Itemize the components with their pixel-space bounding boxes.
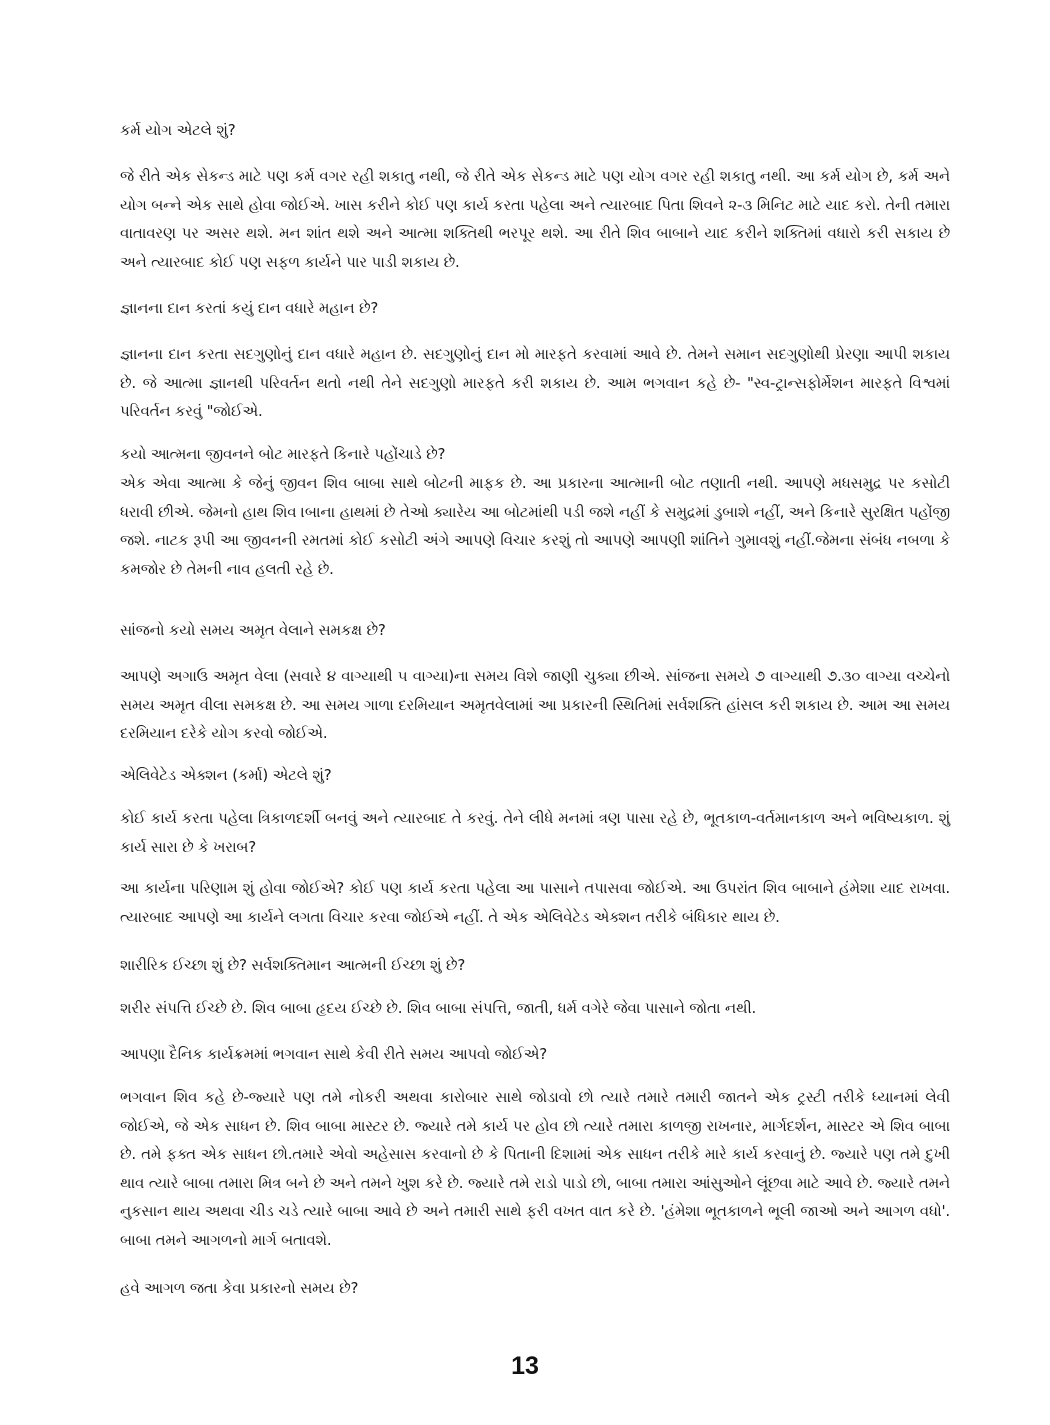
- page-number: 13: [511, 1352, 539, 1380]
- answer-paragraph: આપણે અગાઉ અમૃત વેલા (સવારે ૪ વાગ્યાથી ૫ વાગ્યા)ના સમય વિશે જાણી ચુક્યા છીએ. સાંજના સમયે ૭ વાગ્યાથી ૭.૩૦ વાગ્યા વચ્ચેનો સમય અમૃત વીલા સમકક્ષ છે. આ સમય ગાળા દરમિયાન અમૃતવેલામાં આ પ્રકારની સ્થિતિમાં સર્વશક્તિ હાંસલ કરી શકાય છે. આમ આ સમય દરમિયાન દરેકે યોગ કરવો જોઈએ.: [120, 667, 950, 742]
- question-heading: આપણા દૈનિક કાર્યક્રમમાં ભગવાન સાથે કેવી રીતે સમય આપવો જોઈએ?: [120, 1045, 547, 1063]
- answer-paragraph: એક એવા આત્મા કે જેનું જીવન શિવ બાબા સાથે બોટની માફક છે. આ પ્રકારના આત્માની બોટ તણાતી નથી. આપણે મધસમુદ્ર પર કસોટી ધરાવી છીએ. જેમનો હાથ શિવ ।બાના હાથમાં છે તેઓ ક્યારેય આ બોટમાંથી પડી જશે નહીં કે સમુદ્રમાં ડુબાશે નહીં, અને કિનારે સુરક્ષિત પહોંજી જશે. નાટક રૂપી આ જીવનની રમતમાં કોઈ કસોટી અંગે આપણે વિચાર કરશું તો આપણે આપણી શાંતિને ગુમાવશું નહીં.જેમના સંબંધ નબળા કે કમજોર છે તેમની નાવ હલતી રહે છે.: [120, 474, 950, 578]
- question-heading: એલિવેટેડ એક્શન (કર્મા) એટલે શું?: [120, 766, 332, 784]
- answer-paragraph: ભગવાન શિવ કહે છે-જ્યારે પણ તમે નોકરી અથવા કારોબાર સાથે જોડાવો છો ત્યારે તમારે તમારી જાતને એક ટ્રસ્ટી તરીકે ધ્યાનમાં લેવી જોઈએ, જે એક સાધન છે. શિવ બાબા માસ્ટર છે. જ્યારે તમે કાર્ય પર હોવ છો ત્યારે તમારા કાળજી રાખનાર, માર્ગદર્શન, માસ્ટર એ શિવ બાબા છે. તમે ફક્ત એક સાધન છો.તમારે એવો અહેસાસ કરવાનો છે કે પિતાની દિશામાં એક સાધન તરીકે મારે કાર્ય કરવાનું છે. જ્યારે પણ તમે દુખી થાવ ત્યારે બાબા તમારા મિત્ર બને છે અને તમને ખુશ કરે છે. જ્યારે તમે રાડો પાડો છો, બાબા તમારા આંસુઓને લૂંછવા માટે આવે છે. જ્યારે તમને નુકસાન થાય અથવા ચીડ ચડે ત્યારે બાબા આવે છે અને તમારી સાથે ફરી વખત વાત કરે છે. 'હંમેશા ભૂતકાળને ભૂલી જાઓ અને આગળ વધો'. બાબા તમને આગળનો માર્ગ બતાવશે.: [120, 1088, 950, 1249]
- question-heading: હવે આગળ જતા કેવા પ્રકારનો સમય છે?: [120, 1279, 359, 1297]
- answer-paragraph: કોઈ કાર્ય કરતા પહેલા ત્રિકાળદર્શી બનવું અને ત્યારબાદ તે કરવું. તેને લીધે મનમાં ત્રણ પાસા રહે છે, ભૂતકાળ-વર્તમાનકાળ અને ભવિષ્યકાળ. શું કાર્ય સારા છે કે ખરાબ?: [120, 809, 950, 856]
- answer-paragraph: આ કાર્યના પરિણામ શું હોવા જોઈએ? કોઈ પણ કાર્ય કરતા પહેલા આ પાસાને તપાસવા જોઈએ. આ ઉપરાંત શિવ બાબાને હંમેશા યાદ રાખવા. ત્યારબાદ આપણે આ કાર્યને લગતા વિચાર કરવા જોઈએ નહીં. તે એક એલિવેટેડ એક્શન તરીકે બંધિકાર થાય છે.: [120, 879, 950, 926]
- question-heading: કર્મ યોગ એટલે શું?: [120, 121, 236, 139]
- question-heading: જ્ઞાનના દાન કરતાં કયું દાન વધારે મહાન છે?: [120, 299, 379, 317]
- answer-paragraph: શરીર સંપત્તિ ઈચ્છે છે. શિવ બાબા હૃદય ઈચ્છે છે. શિવ બાબા સંપત્તિ, જાતી, ધર્મ વગેરે જેવા પાસાને જોતા નથી.: [120, 999, 757, 1017]
- answer-paragraph: જે રીતે એક સેકન્ડ માટે પણ કર્મ વગર રહી શકાતુ નથી, જે રીતે એક સેકન્ડ માટે પણ યોગ વગર રહી શકાતુ નથી. આ કર્મ યોગ છે, કર્મ અને યોગ બન્ને એક સાથે હોવા જોઈએ. ખાસ કરીને કોઈ પણ કાર્ય કરતા પહેલા અને ત્યારબાદ પિતા શિવને ૨-૩ મિનિટ માટે યાદ કરો. તેની તમારા વાતાવરણ પર અસર થશે. મન શાંત થશે અને આત્મા શક્તિથી ભરપૂર થશે. આ રીતે શિવ બાબાને યાદ કરીને શક્તિમાં વધારો કરી સકાય છે અને ત્યારબાદ કોઈ પણ સફળ કાર્યને પાર પાડી શકાય છે.: [120, 167, 950, 271]
- question-heading: શારીરિક ઈચ્છા શું છે? સર્વશક્તિમાન આત્મની ઈચ્છા શું છે?: [120, 956, 466, 974]
- answer-paragraph: જ્ઞાનના દાન કરતા સદગુણોનું દાન વધારે મહાન છે. સદગુણોનું દાન મો મારફતે કરવામાં આવે છે. તેમને સમાન સદગુણોથી પ્રેરણા આપી શકાય છે. જે આત્મા જ્ઞાનથી પરિવર્તન થતો નથી તેને સદગુણો મારફતે કરી શકાય છે. આમ ભગવાન કહે છે- "સ્વ-ટ્રાન્સફોર્મેશન મારફતે વિશ્વમાં પરિવર્તન કરવું "જોઈએ.: [120, 345, 950, 420]
- question-heading: કયો આત્મના જીવનને બોટ મારફતે કિનારે પહોંચાડે છે?: [120, 445, 446, 463]
- question-heading: સાંજનો કયો સમય અમૃત વેલાને સમકક્ષ છે?: [120, 621, 386, 639]
